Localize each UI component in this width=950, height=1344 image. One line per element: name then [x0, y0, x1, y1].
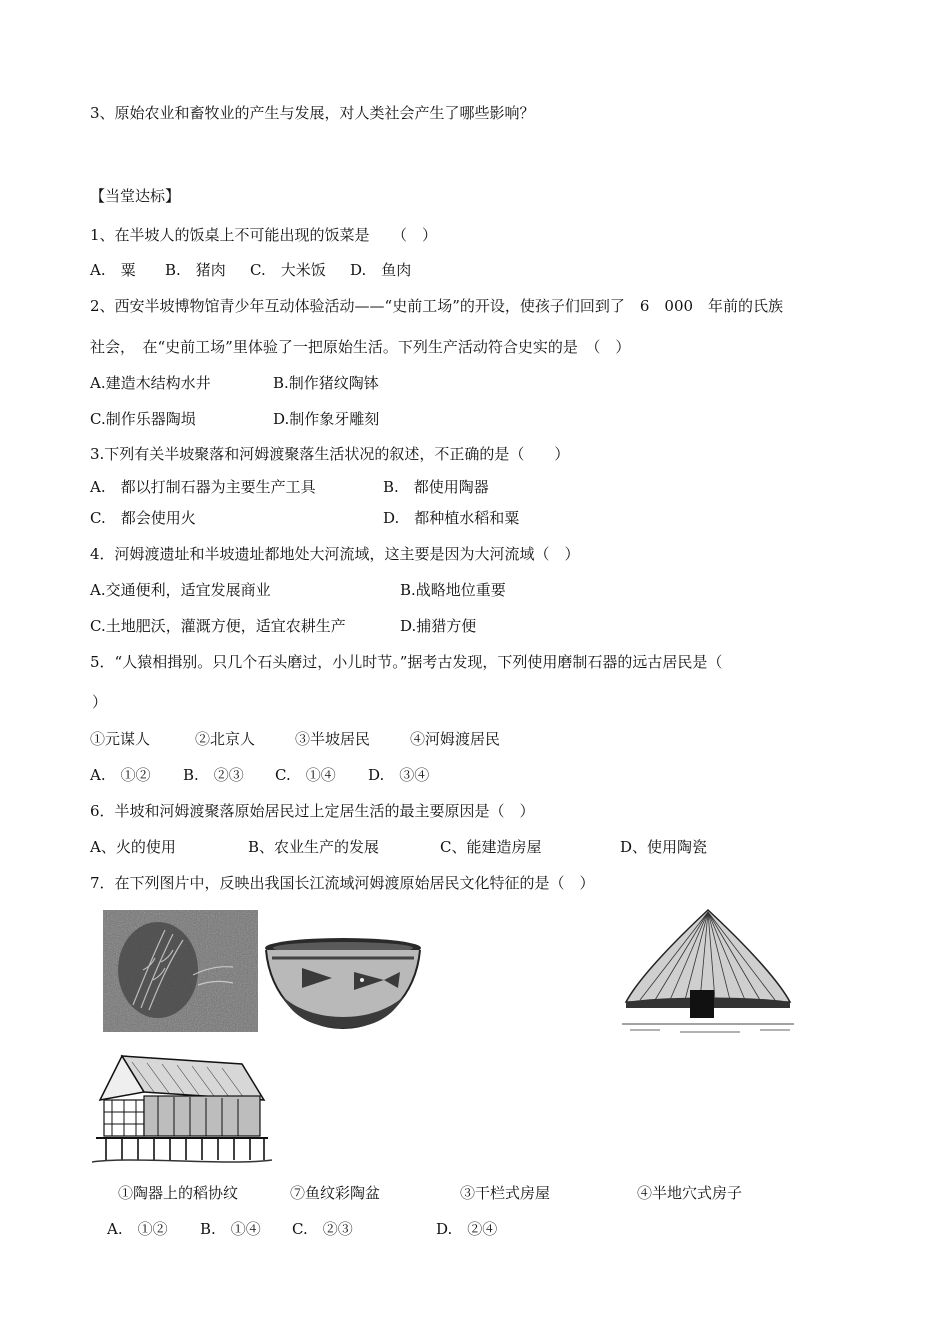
q2-option-a: A.建造木结构水井 — [90, 374, 211, 392]
q6-option-c: C、能建造房屋 — [440, 838, 542, 856]
q7-caption-3: ③干栏式房屋 — [460, 1184, 551, 1202]
fish-pattern-basin-image — [262, 936, 424, 1032]
q4-stem: 4．河姆渡遗址和半坡遗址都地处大河流域，这主要是因为大河流域（ ） — [90, 545, 580, 563]
q1-option-d: D. 鱼肉 — [350, 261, 412, 279]
q5-option-a: A. ①② — [90, 766, 151, 784]
q4-option-a: A.交通便利，适宜发展商业 — [90, 581, 271, 599]
q7-caption-2: ⑦鱼纹彩陶盆 — [290, 1184, 381, 1202]
q5-item-2: ②北京人 — [195, 730, 256, 748]
q7-option-b: B. ①④ — [200, 1220, 261, 1238]
q6-option-a: A、火的使用 — [90, 838, 176, 856]
q2-stem-line2: 社会， 在“史前工场”里体验了一把原始生活。下列生产活动符合史实的是 （ ） — [90, 338, 631, 356]
q7-option-a: A. ①② — [107, 1220, 168, 1238]
q1-option-b: B. 猪肉 — [165, 261, 226, 279]
q3-option-b: B. 都使用陶器 — [383, 478, 489, 496]
q6-stem: 6．半坡和河姆渡聚落原始居民过上定居生活的最主要原因是（ ） — [90, 802, 535, 820]
q5-option-d: D. ③④ — [368, 766, 430, 784]
q7-caption-4: ④半地穴式房子 — [637, 1184, 743, 1202]
q6-option-d: D、使用陶瓷 — [620, 838, 708, 856]
q7-caption-1: ①陶器上的稻协纹 — [118, 1184, 239, 1202]
q4-option-c: C.土地肥沃，灌溉方便，适宜农耕生产 — [90, 617, 346, 635]
q3-option-a: A. 都以打制石器为主要生产工具 — [90, 478, 316, 496]
stilt-house-image — [92, 1052, 272, 1170]
q5-item-1: ①元谋人 — [90, 730, 151, 748]
q2-option-b: B.制作猪纹陶钵 — [273, 374, 379, 392]
semi-subterranean-house-image — [620, 906, 796, 1038]
q5-item-3: ③半坡居民 — [295, 730, 371, 748]
q7-stem: 7．在下列图片中，反映出我国长江流域河姆渡原始居民文化特征的是（ ） — [90, 874, 595, 892]
q4-option-b: B.战略地位重要 — [400, 581, 506, 599]
q6-option-b: B、农业生产的发展 — [248, 838, 380, 856]
q5-stem-line1: 5．“人猿相揖别。只几个石头磨过，小儿时节。”据考古发现，下列使用磨制石器的远古居民是（ — [90, 653, 723, 671]
q7-option-c: C. ②③ — [292, 1220, 353, 1238]
q3-stem: 3.下列有关半坡聚落和河姆渡聚落生活状况的叙述，不正确的是（ ） — [90, 445, 570, 463]
q7-option-d: D. ②④ — [436, 1220, 498, 1238]
q5-item-4: ④河姆渡居民 — [410, 730, 501, 748]
q3-option-d: D. 都种植水稻和粟 — [383, 509, 520, 527]
q3-option-c: C. 都会使用火 — [90, 509, 196, 527]
q1-option-a: A. 粟 — [90, 261, 136, 279]
section-title: 【当堂达标】 — [90, 187, 181, 205]
q1-stem: 1、在半坡人的饭桌上不可能出现的饭菜是 （ ） — [90, 226, 438, 244]
q5-option-b: B. ②③ — [183, 766, 244, 784]
q5-option-c: C. ①④ — [275, 766, 336, 784]
rice-pattern-pottery-image — [103, 910, 258, 1032]
q5-stem-line2: ） — [92, 693, 108, 711]
q4-option-d: D.捕猎方便 — [400, 617, 477, 635]
question-3-open: 3、原始农业和畜牧业的产生与发展，对人类社会产生了哪些影响？ — [90, 104, 535, 122]
q1-option-c: C. 大米饭 — [250, 261, 326, 279]
q2-stem-line1: 2、西安半坡博物馆青少年互动体验活动——“史前工场”的开设，使孩子们回到了 6 000 年前的氏族 — [90, 297, 784, 315]
q2-option-c: C.制作乐器陶埙 — [90, 410, 196, 428]
q2-option-d: D.制作象牙雕刻 — [273, 410, 380, 428]
